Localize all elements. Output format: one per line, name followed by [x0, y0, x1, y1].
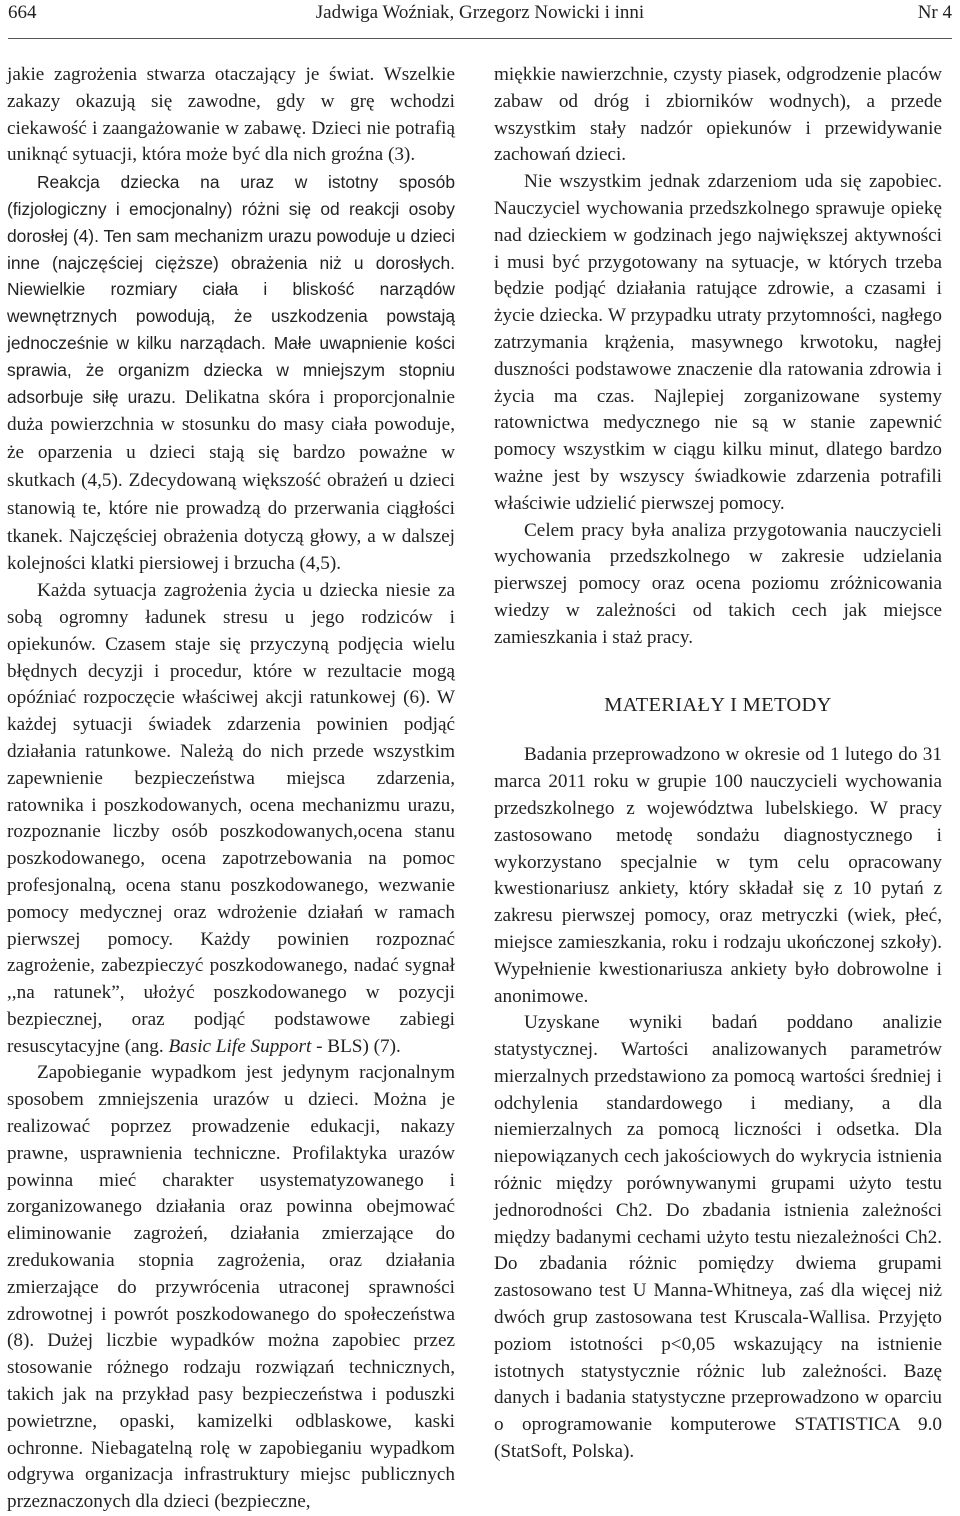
running-header	[0, 0, 960, 40]
paragraph: Zapobieganie wypadkom jest jedynym racjonalnym sposobem zmniejszenia urazów u dzieci. Można je realizować poprzez prowadzenie edukacji, nakazy prawne, usprawnienia techniczne. Profilaktyka urazów powinna mieć charakter usystematyzowanego i zorganizowanego działania oraz powinna obejmować eliminowanie zagrożeń, działania zmierzające do zredukowania stopnia zagrożenia, oraz działania zmierzające do przywrócenia utraconej sprawności zdrowotnej i powrót poszkodowanego do społeczeństwa (8). Dużej liczbie wypadków można zapobiec przez stosowanie różnego rodzaju rozwiązań technicznych, takich jak na przykład pasy bezpieczeństwa i poduszki powietrzne, opaski, kamizelki odblaskowe, kaski ochronne. Niebagatelną rolę w zapobieganiu wypadkom odgrywa organizacja infrastruktury miejsc publicznych przeznaczonych dla dzieci (bezpieczne,	[7, 1062, 455, 1513]
right-column	[494, 62, 942, 1466]
page-number: 664	[8, 2, 37, 23]
issue-number: Nr 4	[917, 2, 952, 23]
paragraph-part: Każda sytuacja zagrożenia życia u dziecka niesie za sobą ogromny ładunek stresu u jego rodziców i opiekunów. Czasem staje się przyczyną podjęcia wielu błędnych decyzji i procedur, które w rezultacie mogą opóźniać rozpoczęcie właściwej akcji ratunkowej (6). W każdej sytuacji świadek zdarzenia powinien podjąć działania ratunkowe. Należą do nich przede wszystkim zapewnienie bezpieczeństwa miejsca zdarzenia, ratownika i poszkodowanych, ocena mechanizmu urazu, rozpoznanie liczby osób poszkodowanych,ocena stanu poszkodowanego, ocena zapotrzebowania na pomoc profesjonalną, ocena stanu poszkodowanego, wezwanie pomocy medycznej oraz wdrożenie działań w ramach pierwszej pomocy. Każdy powinien rozpoznać zagrożenie, zabezpieczyć poszkodowanego, nadać sygnał ,,na ratunek”, ułożyć poszkodowanego w pozycji bezpiecznej, oraz podjąć podstawowe zabiegi resuscytacyjne (ang.	[7, 580, 455, 1057]
paragraph: miękkie nawierzchnie, czysty piasek, odgrodzenie placów zabaw od dróg i zbiorników wodnych), a przede wszystkim stały nadzór opiekunów i przewidywanie zachowań dzieci.	[494, 64, 942, 166]
paragraph: Nie wszystkim jednak zdarzeniom uda się zapobiec. Nauczyciel wychowania przedszkolnego sprawuje opiekę nad dzieckiem w godzinach jego największej aktywności i musi być przygotowany na sytuacje, w których trzeba będzie podjąć działania ratujące zdrowie, a czasami i życie dziecka. W przypadku utraty przytomności, nagłego zatrzymania krążenia, masywnego krwotoku, nagłej duszności podstawowe znaczenie dla ratowania zdrowia i życia ma czas. Najlepiej zorganizowane systemy ratownictwa medycznego nie są w stanie zapewnić pomocy wszystkim w ciągu kilku minut, dlatego bardzo ważne jest by wszyscy świadkowie zdarzenia potrafili właściwie udzielić pierwszej pomocy.	[494, 171, 942, 514]
paragraph	[7, 169, 455, 578]
paragraph: Badania przeprowadzono w okresie od 1 lutego do 31 marca 2011 roku w grupie 100 nauczycieli wychowania przedszkolnego z województwa lubelskiego. W pracy zastosowano metodę sondażu diagnostycznego i wykorzystano specjalnie w tym celu opracowany kwestionariusz ankiety, który składał się z 10 pytań z zakresu pierwszej pomocy, oraz metryczki (wiek, płeć, miejsce zamieszkania, roku i rodzaju ukończonej szkoły). Wypełnienie kwestionariusza ankiety było dobrowolne i anonimowe.	[494, 744, 942, 1007]
paragraph	[7, 578, 455, 1060]
header-authors: Jadwiga Woźniak, Grzegorz Nowicki i inni	[315, 2, 645, 23]
paragraph-part: - BLS) (7).	[311, 1035, 401, 1057]
paragraph: Celem pracy była analiza przygotowania nauczycieli wychowania przedszkolnego w zakresie udzielania pierwszej pomocy oraz ocena poziomu zróżnicowania wiedzy w zależności od takich cech jak miejsce zamieszkania i staż pracy.	[494, 519, 942, 648]
paragraph-part: Reakcja dziecka na uraz w istotny sposób (fizjologiczny i emocjonalny) różni się od reakcji osoby dorosłej (4). Ten sam mechanizm urazu powoduje u dzieci inne (najczęściej cięższe) obrażenia niż u dorosłych. Niewielkie rozmiary ciała i bliskość narządów wewnętrznych powodują, że uszkodzenia powstają jednocześnie w kilku narządach. Małe uwapnienie kości sprawia, że organizm dziecka w mniejszym stopniu adsorbuje siłę urazu.	[7, 172, 455, 407]
paragraph-part: Delikatna skóra i proporcjonalnie duża powierzchnia w stosunku do masy ciała powoduje, że oparzenia u dzieci stają się bardzo poważne w skutkach (4,5). Zdecydowaną większość obrażeń u dzieci stanowią te, które nie prowadzą do przerwania ciągłości tkanek. Najczęściej obrażenia dotyczą głowy, a w dalszej kolejności klatki piersiowej i brzucha (4,5).	[7, 386, 455, 575]
italic-term: Basic Life Support	[168, 1035, 312, 1057]
header-rule	[8, 38, 952, 39]
section-heading: MATERIAŁY I METODY	[604, 693, 832, 716]
paragraph: Uzyskane wyniki badań poddano analizie statystycznej. Wartości analizowanych parametrów mierzalnych przedstawiono za pomocą wartości średniej i odchylenia standardowego i mediany, a dla niemierzalnych za pomocą liczności i odsetka. Dla niepowiązanych cech jakościowych do wykrycia istnienia różnic między porównywanymi grupami użyto testu jednorodności Ch2. Do zbadania istnienia zależności między badanymi cechami użyto testu niezależności Ch2. Do zbadania różnic pomiędzy dwiema grupami zastosowano test U Manna-Whitneya, zaś dla więcej niż dwóch grup zastosowana test Kruscala-Wallisa. Przyjęto poziom istotności p<0,05 wskazujący na istnienie istotnych statystycznie różnic lub zależności. Bazę danych i badania statystyczne przeprowadzono w oparciu o oprogramowanie komputerowe STATISTICA 9.0 (StatSoft, Polska).	[494, 1012, 942, 1463]
paragraph: jakie zagrożenia stwarza otaczający je świat. Wszelkie zakazy okazują się zawodne, gdy w grę wchodzi ciekawość i zaangażowanie w zabawę. Dzieci nie potrafią uniknąć sytuacji, która może być dla nich groźna (3).	[7, 64, 455, 166]
left-column	[7, 62, 455, 1516]
